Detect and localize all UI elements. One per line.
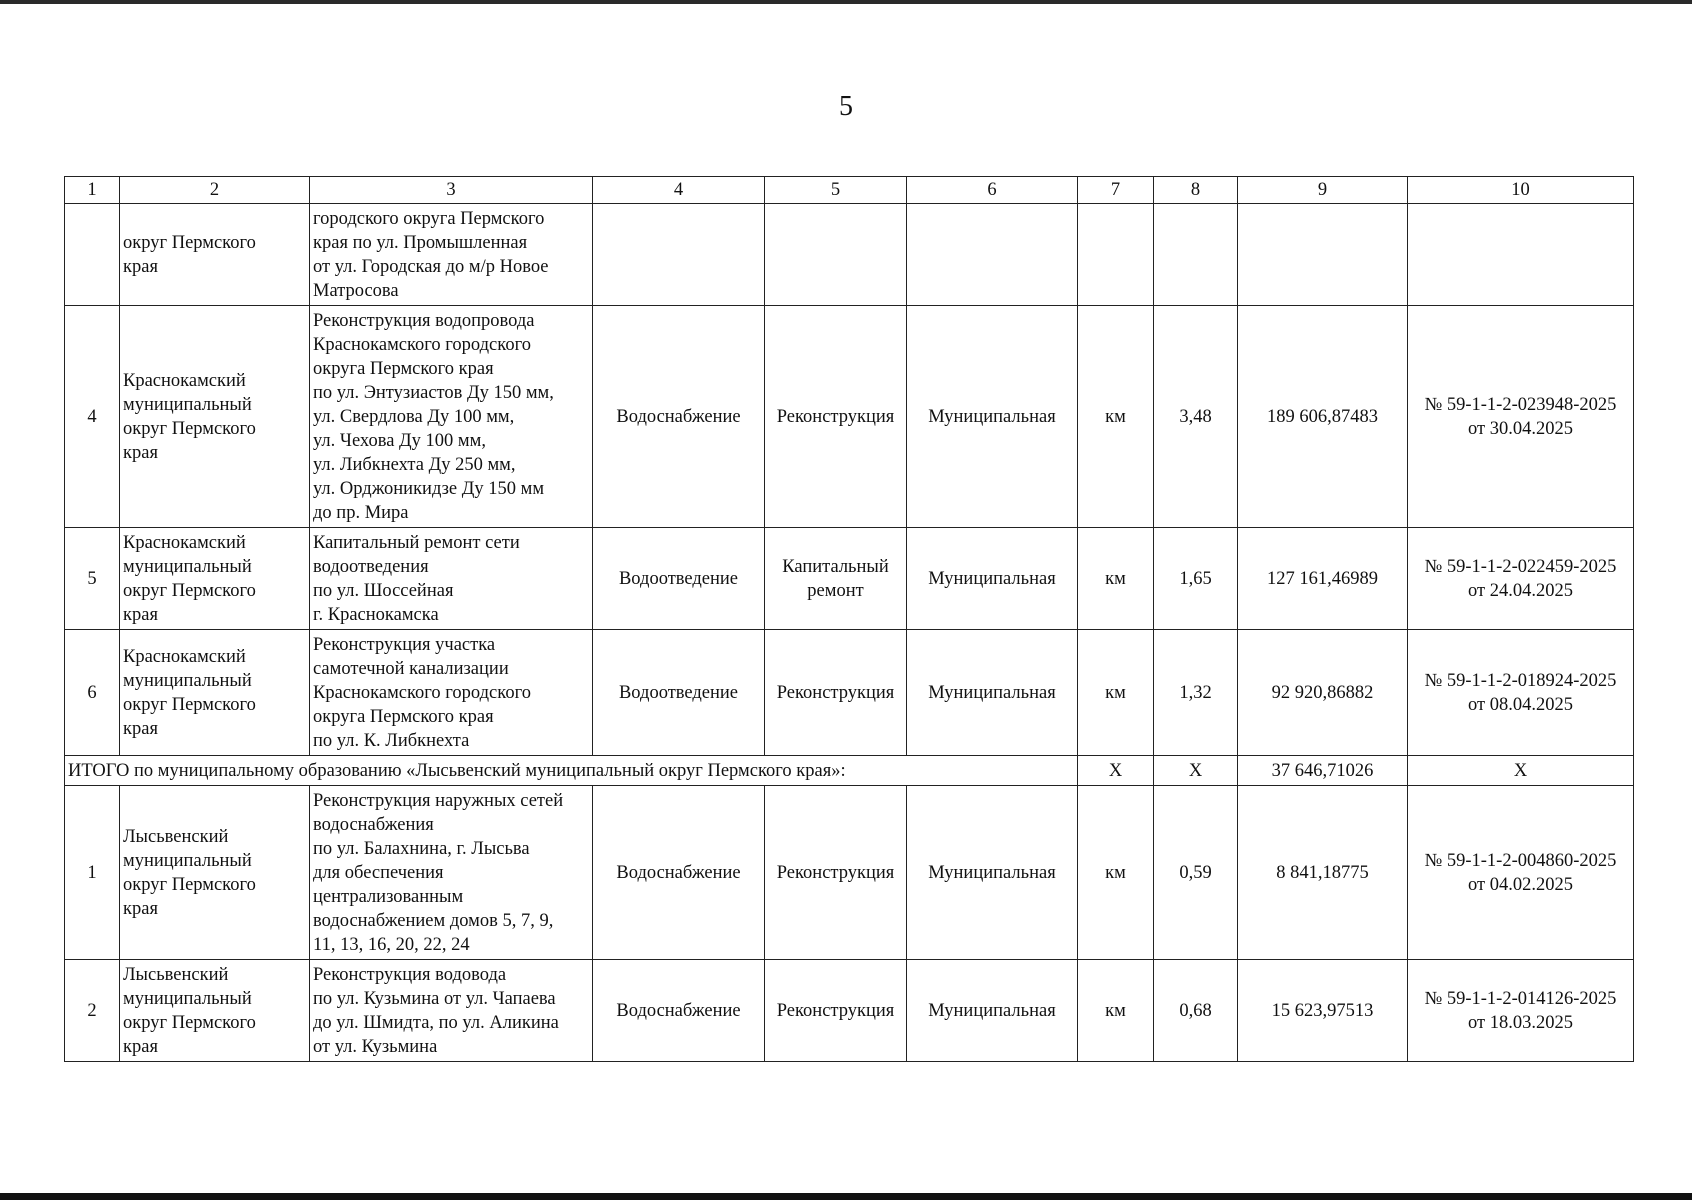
projects-table: [64, 176, 1634, 1062]
row-number-cell: 2: [65, 960, 120, 1062]
object-text: Реконструкция водопровода Краснокамского городского округа Пермского края по ул. Энтузиастов Ду 150 мм, ул. Свердлова Ду 100 мм, ул. Чехова Ду 100 мм, ул. Либкнехта Ду 250 мм, ул. Орджоникидзе Ду 150 мм до пр. Мира: [313, 310, 554, 523]
unit-cell: км: [1078, 528, 1154, 630]
row-number-cell: 1: [65, 786, 120, 960]
row-number-cell: 6: [65, 630, 120, 756]
expertise-text: № 59-1-1-2-023948-2025 от 30.04.2025: [1424, 394, 1617, 439]
length-cell: 0,68: [1154, 960, 1238, 1062]
total-row: [65, 756, 1634, 786]
expertise-text: № 59-1-1-2-004860-2025 от 04.02.2025: [1424, 850, 1617, 895]
table-row: [65, 528, 1634, 630]
object-cell: [310, 204, 593, 306]
work-cell: [765, 204, 907, 306]
district-cell: [120, 306, 310, 528]
table-row: [65, 306, 1634, 528]
unit-cell: км: [1078, 630, 1154, 756]
work-cell: Реконструкция: [765, 306, 907, 528]
district-cell: [120, 786, 310, 960]
type-cell: Водоснабжение: [593, 960, 765, 1062]
cost-cell: 8 841,18775: [1238, 786, 1408, 960]
ownership-cell: Муниципальная: [907, 960, 1078, 1062]
ownership-cell: Муниципальная: [907, 630, 1078, 756]
district-cell: [120, 960, 310, 1062]
work-cell: [765, 528, 907, 630]
total-label: ИТОГО по муниципальному образованию «Лысьвенский муниципальный округ Пермского края»:: [65, 756, 1078, 786]
type-cell: Водоснабжение: [593, 306, 765, 528]
length-cell: [1154, 204, 1238, 306]
column-header: 5: [765, 177, 907, 204]
unit-cell: км: [1078, 786, 1154, 960]
expertise-text: № 59-1-1-2-018924-2025 от 08.04.2025: [1424, 670, 1617, 715]
table-row: [65, 204, 1634, 306]
scan-border-bottom: [0, 1193, 1692, 1200]
district-cell: [120, 528, 310, 630]
object-text: городского округа Пермского края по ул. Промышленная от ул. Городская до м/р Новое Матросова: [313, 208, 549, 301]
object-cell: [310, 630, 593, 756]
cost-cell: 15 623,97513: [1238, 960, 1408, 1062]
type-cell: Водоотведение: [593, 528, 765, 630]
ownership-cell: Муниципальная: [907, 528, 1078, 630]
object-text: Капитальный ремонт сети водоотведения по ул. Шоссейная г. Краснокамска: [313, 532, 520, 625]
column-header: 2: [120, 177, 310, 204]
object-cell: [310, 528, 593, 630]
length-cell: 3,48: [1154, 306, 1238, 528]
cost-cell: [1238, 204, 1408, 306]
object-cell: [310, 786, 593, 960]
type-cell: Водоотведение: [593, 630, 765, 756]
ownership-cell: [907, 204, 1078, 306]
object-text: Реконструкция наружных сетей водоснабжения по ул. Балахнина, г. Лысьва для обеспечения централизованным водоснабжением домов 5, 7, 9, 11, 13, 16, 20, 22, 24: [313, 790, 564, 955]
column-header: 6: [907, 177, 1078, 204]
district-text: Лысьвенский муниципальный округ Пермского края: [123, 964, 256, 1057]
column-header: 4: [593, 177, 765, 204]
column-header: 9: [1238, 177, 1408, 204]
type-cell: [593, 204, 765, 306]
expertise-cell: [1408, 630, 1634, 756]
row-number-cell: [65, 204, 120, 306]
district-text: Краснокамский муниципальный округ Пермского края: [123, 370, 256, 463]
unit-cell: [1078, 204, 1154, 306]
table-row: [65, 786, 1634, 960]
unit-cell: км: [1078, 306, 1154, 528]
expertise-cell: [1408, 306, 1634, 528]
unit-cell: км: [1078, 960, 1154, 1062]
work-cell: Реконструкция: [765, 786, 907, 960]
column-header: 1: [65, 177, 120, 204]
expertise-cell: [1408, 960, 1634, 1062]
cost-cell: 127 161,46989: [1238, 528, 1408, 630]
scan-border-top: [0, 0, 1692, 4]
object-text: Реконструкция водовода по ул. Кузьмина от ул. Чапаева до ул. Шмидта, по ул. Аликина от ул. Кузьмина: [313, 964, 559, 1057]
total-cost-cell: 37 646,71026: [1238, 756, 1408, 786]
work-cell: Реконструкция: [765, 960, 907, 1062]
district-cell: [120, 204, 310, 306]
page-number: 5: [839, 91, 853, 122]
expertise-cell: [1408, 786, 1634, 960]
district-text: Краснокамский муниципальный округ Пермского края: [123, 532, 256, 625]
column-header: 10: [1408, 177, 1634, 204]
row-number-cell: 4: [65, 306, 120, 528]
work-text: Капитальный ремонт: [782, 556, 889, 601]
column-header: 7: [1078, 177, 1154, 204]
district-text: округ Пермского края: [123, 232, 256, 277]
cost-cell: 189 606,87483: [1238, 306, 1408, 528]
cost-cell: 92 920,86882: [1238, 630, 1408, 756]
type-cell: Водоснабжение: [593, 786, 765, 960]
table-row: [65, 960, 1634, 1062]
table-row: [65, 630, 1634, 756]
object-text: Реконструкция участка самотечной канализации Краснокамского городского округа Пермского края по ул. К. Либкнехта: [313, 634, 531, 751]
district-text: Краснокамский муниципальный округ Пермского края: [123, 646, 256, 739]
district-text: Лысьвенский муниципальный округ Пермского края: [123, 826, 256, 919]
total-unit-cell: X: [1078, 756, 1154, 786]
length-cell: 1,32: [1154, 630, 1238, 756]
expertise-text: № 59-1-1-2-022459-2025 от 24.04.2025: [1424, 556, 1617, 601]
length-cell: 1,65: [1154, 528, 1238, 630]
expertise-cell: [1408, 528, 1634, 630]
work-cell: Реконструкция: [765, 630, 907, 756]
object-cell: [310, 960, 593, 1062]
expertise-cell: [1408, 204, 1634, 306]
ownership-cell: Муниципальная: [907, 786, 1078, 960]
row-number-cell: 5: [65, 528, 120, 630]
expertise-text: № 59-1-1-2-014126-2025 от 18.03.2025: [1424, 988, 1617, 1033]
column-header: 8: [1154, 177, 1238, 204]
ownership-cell: Муниципальная: [907, 306, 1078, 528]
total-expertise-cell: X: [1408, 756, 1634, 786]
total-length-cell: X: [1154, 756, 1238, 786]
length-cell: 0,59: [1154, 786, 1238, 960]
column-number-row: [65, 177, 1634, 204]
district-cell: [120, 630, 310, 756]
column-header: 3: [310, 177, 593, 204]
object-cell: [310, 306, 593, 528]
